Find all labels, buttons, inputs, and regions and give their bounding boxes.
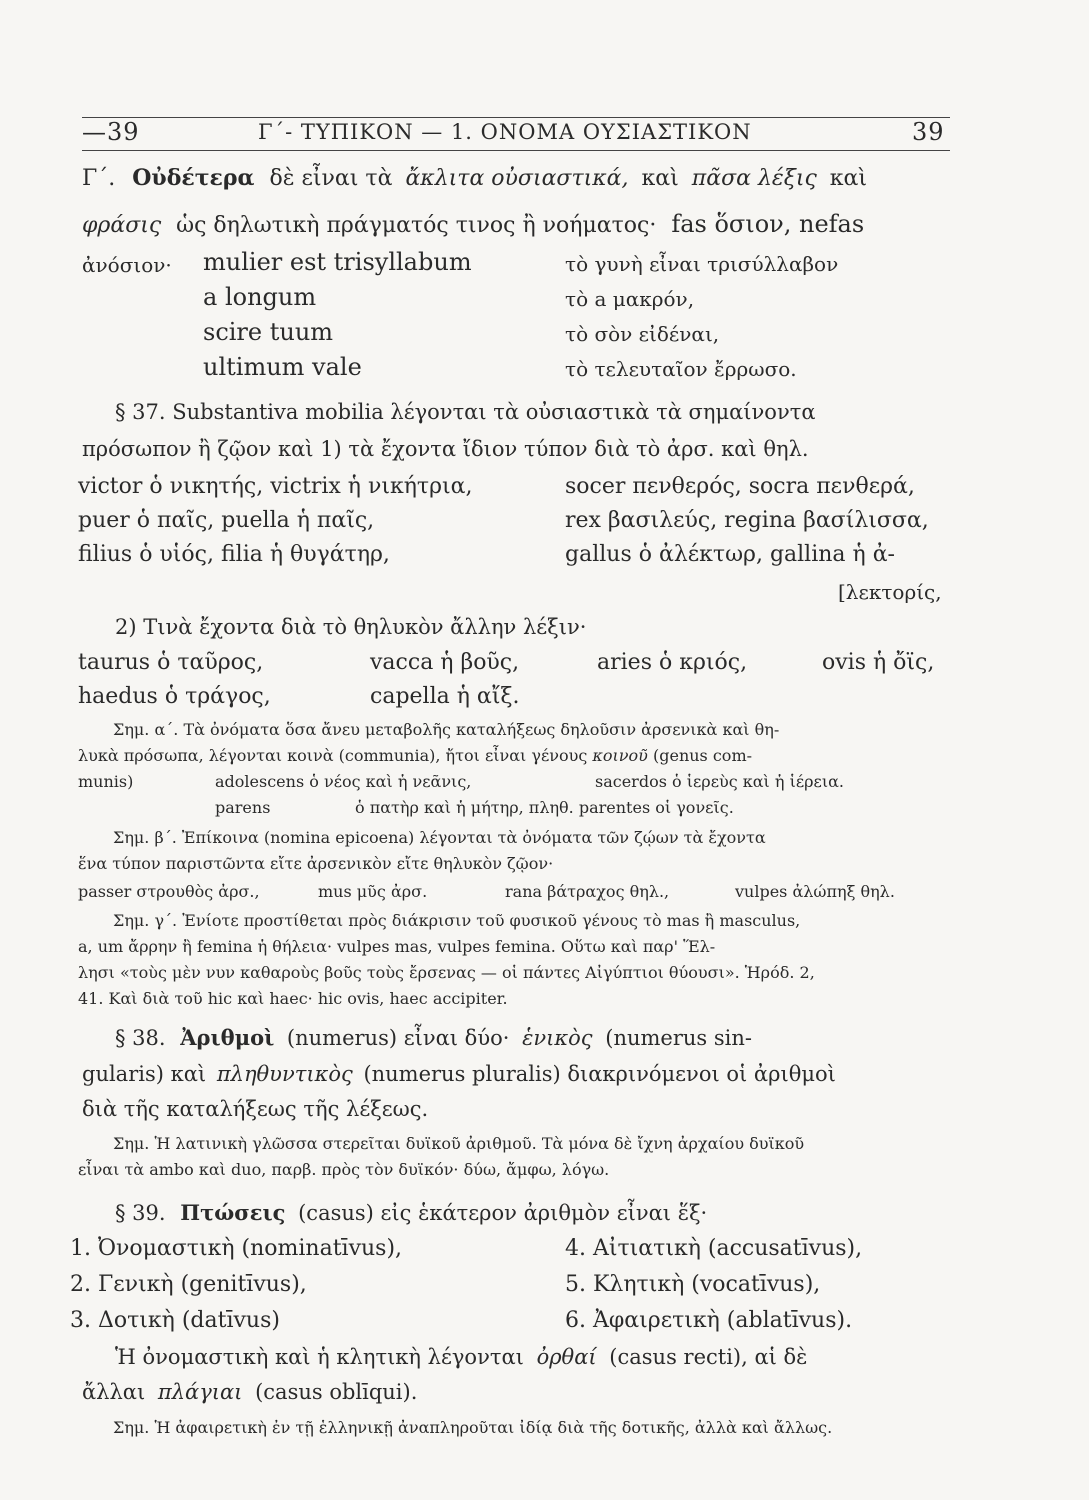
note-b-example-rana: rana βάτραχος θηλ., — [505, 882, 670, 901]
section-38-line-3: διὰ τῆς καταλήξεως τῆς λέξεως. — [82, 1097, 429, 1121]
header-rule-bottom — [82, 150, 950, 151]
note-b-example-vulpes: vulpes ἀλώπηξ θηλ. — [735, 882, 895, 901]
header-rule-top — [82, 117, 950, 118]
note-a-line-3-start: munis) — [78, 772, 134, 791]
term-casus: Πτώσεις — [180, 1200, 286, 1225]
animal-pair-capella: capella ἡ αἴξ. — [370, 684, 520, 709]
section-38-note-line-1: Σημ. Ἡ λατινικὴ γλῶσσα στερεῖται δυϊκοῦ ἀριθμοῦ. Τὰ μόνα δὲ ἴχνη ἀρχαίου δυϊκοῦ — [113, 1134, 805, 1153]
section-39-line-1: § 39. Πτώσεις (casus) εἰς ἑκάτερον ἀριθμὸν εἶναι ἕξ· — [115, 1200, 708, 1225]
header-title: Γ΄- ΤΥΠΙΚΟΝ — 1. ΟΝΟΜΑ ΟΥΣΙΑΣΤΙΚΟΝ — [258, 120, 752, 144]
animal-pair-ovis: ovis ἡ ὄϊς, — [822, 650, 935, 675]
note-a-example-parens-gloss: ὁ πατὴρ καὶ ἡ μήτηρ, πληθ. parentes οἱ γονεῖς. — [355, 798, 734, 817]
mobilia-row-1-right: socer πενθερός, socra πενθερά, — [565, 474, 915, 499]
section-37-point-2: 2) Τινὰ ἔχοντα διὰ τὸ θηλυκὸν ἄλλην λέξιν· — [115, 615, 587, 639]
example-latin-2: a longum — [203, 283, 317, 311]
section-39-note: Σημ. Ἡ ἀφαιρετικὴ ἐν τῇ ἑλληνικῇ ἀναπληροῦται ἰδίᾳ διὰ τῆς δοτικῆς, ἀλλὰ καὶ ἄλλως. — [113, 1418, 833, 1437]
note-c-line-4: 41. Καὶ διὰ τοῦ hic καὶ haec· hic ovis, haec accipiter. — [78, 989, 508, 1008]
mobilia-row-1-left: victor ὁ νικητής, victrix ἡ νικήτρια, — [78, 474, 473, 499]
note-c-line-3: λησι «τοὺς μὲν νυν καθαροὺς βοῦς τοὺς ἔρσενας — οἱ πάντες Αἰγύπτιοι θύουσι». Ἡρόδ. 2, — [78, 963, 815, 982]
section-38-note-line-2: εἶναι τὰ ambo καὶ duo, παρβ. πρὸς τὸν δυϊκόν· δύω, ἄμφω, λόγω. — [78, 1160, 610, 1179]
note-a-line-1: Σημ. α΄. Τὰ ὀνόματα ὅσα ἄνευ μεταβολῆς καταλήξεως δηλοῦσιν ἀρσενικὰ καὶ θη- — [113, 720, 780, 739]
animal-pair-aries: aries ὁ κριός, — [597, 650, 748, 675]
case-accusative: 4. Αἰτιατικὴ (accusatīvus), — [565, 1236, 863, 1261]
term-neuter: Οὐδέτερα — [132, 165, 255, 191]
gamma-line-1: Γ΄. Οὐδέτερα δὲ εἶναι τὰ ἄκλιτα οὐσιαστικά, καὶ πᾶσα λέξις καὶ — [82, 165, 867, 191]
mobilia-row-2-left: puer ὁ παῖς, puella ἡ παῖς, — [78, 508, 375, 533]
mobilia-row-3-right: gallus ὁ ἀλέκτωρ, gallina ἡ ἀ- — [565, 542, 895, 567]
note-b-example-passer: passer στρουθὸς ἀρσ., — [78, 882, 260, 901]
section-37-line-1: § 37. Substantiva mobilia λέγονται τὰ οὐσιαστικὰ τὰ σημαίνοντα — [115, 400, 816, 424]
note-c-line-1: Σημ. γ΄. Ἐνίοτε προστίθεται πρὸς διάκρισιν τοῦ φυσικοῦ γένους τὸ mas ἢ masculus, — [113, 911, 801, 930]
note-b-line-1: Σημ. β΄. Ἐπίκοινα (nomina epicoena) λέγονται τὰ ὀνόματα τῶν ζῴων τὰ ἔχοντα — [113, 828, 766, 847]
header-left-page-number: —39 — [82, 118, 140, 146]
mobilia-row-3-left: filius ὁ υἱός, filia ἡ θυγάτηρ, — [78, 542, 390, 567]
case-dative: 3. Δοτικὴ (datīvus) — [70, 1308, 280, 1333]
note-a-example-parens: parens — [215, 798, 271, 817]
example-greek-2: τὸ a μακρόν, — [565, 287, 695, 311]
header-right-page-number: 39 — [912, 118, 945, 146]
section-37-line-2: πρόσωπον ἢ ζῷον καὶ 1) τὰ ἔχοντα ἴδιον τύπον διὰ τὸ ἀρσ. καὶ θηλ. — [82, 437, 809, 461]
section-38-line-2: gularis) καὶ πληθυντικὸς (numerus pluralis) διακρινόμενοι οἱ ἀριθμοὶ — [82, 1062, 836, 1086]
section-39-recti-line: Ἡ ὀνομαστικὴ καὶ ἡ κλητικὴ λέγονται ὀρθαί (casus recti), αἱ δὲ — [115, 1345, 808, 1369]
example-greek-3: τὸ σὸν εἰδέναι, — [565, 322, 720, 346]
note-a-line-2: λυκὰ πρόσωπα, λέγονται κοινὰ (communia), ἤτοι εἶναι γένους κοινοῦ (genus com- — [78, 746, 753, 765]
note-b-line-2: ἕνα τύπον παριστῶντα εἴτε ἀρσενικὸν εἴτε θηλυκὸν ζῷον· — [78, 854, 554, 873]
case-vocative: 5. Κλητικὴ (vocatīvus), — [565, 1272, 821, 1297]
example-latin-4: ultimum vale — [203, 353, 362, 381]
case-genitive: 2. Γενικὴ (genitīvus), — [70, 1272, 307, 1297]
section-39-obliqui-line: ἄλλαι πλάγιαι (casus oblīqui). — [82, 1380, 418, 1404]
animal-pair-haedus: haedus ὁ τράγος, — [78, 684, 271, 709]
mobilia-row-2-right: rex βασιλεύς, regina βασίλισσα, — [565, 508, 929, 533]
example-latin-3: scire tuum — [203, 318, 334, 346]
note-c-line-2: a, um ἄρρην ἢ femina ἡ θήλεια· vulpes mas, vulpes femina. Οὕτω καὶ παρ' Ἕλ- — [78, 937, 716, 956]
case-ablative: 6. Ἀφαιρετικὴ (ablatīvus). — [565, 1308, 853, 1333]
note-a-example-adolescens: adolescens ὁ νέος καὶ ἡ νεᾶνις, — [215, 772, 472, 791]
mobilia-row-3-continuation: [λεκτορίς, — [838, 580, 942, 604]
animal-pair-taurus: taurus ὁ ταῦρος, — [78, 650, 264, 675]
gamma-line-2: φράσις ὡς δηλωτικὴ πράγματός τινος ἢ νοήματος· fas ὅσιον, nefas — [82, 210, 865, 238]
section-38-line-1: § 38. Ἀριθμοὶ (numerus) εἶναι δύο· ἑνικὸς (numerus sin- — [115, 1025, 752, 1050]
example-greek-1: τὸ γυνὴ εἶναι τρισύλλαβον — [565, 252, 839, 276]
case-nominative: 1. Ὀνομαστικὴ (nominatīvus), — [70, 1236, 403, 1261]
note-a-example-sacerdos: sacerdos ὁ ἱερεὺς καὶ ἡ ἱέρεια. — [595, 772, 845, 791]
example-latin-1: mulier est trisyllabum — [203, 248, 472, 276]
note-b-example-mus: mus μῦς ἀρσ. — [318, 882, 428, 901]
term-numerus: Ἀριθμοὶ — [180, 1025, 275, 1050]
gamma-line-3-start: ἀνόσιον· — [82, 253, 172, 277]
animal-pair-vacca: vacca ἡ βοῦς, — [370, 650, 520, 675]
example-greek-4: τὸ τελευταῖον ἔρρωσο. — [565, 357, 797, 381]
